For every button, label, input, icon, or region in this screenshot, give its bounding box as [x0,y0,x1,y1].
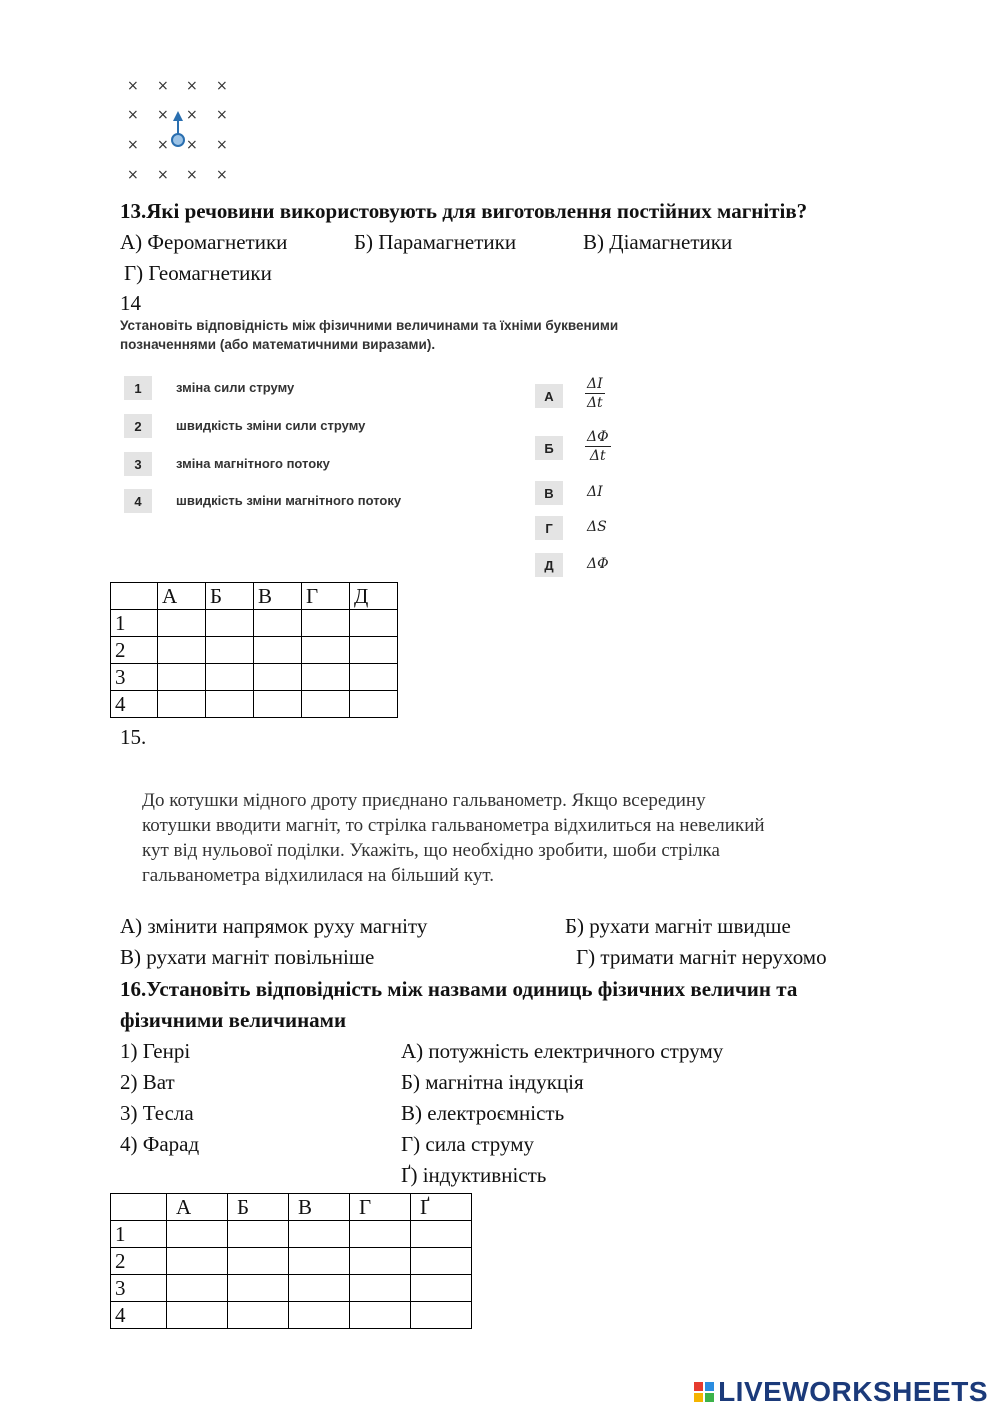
q14-instruction-line1: Установіть відповідність між фізичними величинами та їхніми буквеними [120,318,619,333]
answer-cell[interactable] [350,1302,411,1329]
q14-answer-letter: В [535,481,563,505]
cross-mark: × [157,137,169,153]
answer-cell[interactable] [254,691,302,718]
table-header-cell [111,1194,167,1221]
table-header-cell: Г [350,1194,411,1221]
logo-block [705,1393,714,1402]
answer-cell[interactable] [350,691,398,718]
q16-question-line2: фізичними величинами [120,1008,347,1032]
table-header-row [111,583,398,610]
table-header-cell: В [254,583,302,610]
answer-cell[interactable] [350,664,398,691]
q15-text-line: До котушки мідного дроту приєднано гальванометр. Якщо всередину [142,790,706,811]
answer-cell[interactable] [302,637,350,664]
answer-cell[interactable] [302,664,350,691]
q14-answer-letter: Б [535,436,563,460]
q14-answer-formula: ΔS [587,519,607,535]
q16-left-item: 3) Тесла [120,1101,194,1125]
table-header-cell: А [158,583,206,610]
cross-mark: × [127,107,139,123]
answer-cell[interactable] [411,1221,472,1248]
row-label: 3 [111,664,158,691]
q16-left-item: 2) Ват [120,1070,175,1094]
q16-right-item: А) потужність електричного струму [401,1039,724,1063]
table-header-cell: Г [302,583,350,610]
q15-number: 15. [120,725,147,749]
q14-answer-formula: $\frac{\Delta I}{\Delta t}$ [586,376,603,411]
row-label: 2 [111,1248,167,1275]
q14-item-number: 2 [124,414,152,438]
answer-cell[interactable] [206,691,254,718]
answer-cell[interactable] [289,1275,350,1302]
table-row [111,1221,472,1248]
table-row [111,1302,472,1329]
row-label: 1 [111,610,158,637]
q16-left-item: 4) Фарад [120,1132,200,1156]
answer-cell[interactable] [411,1275,472,1302]
answer-cell[interactable] [206,637,254,664]
q15-text [142,788,802,888]
q14-answer-letter: Д [535,553,563,577]
cross-mark: × [216,167,228,183]
q16-right-item: Б) магнітна індукція [401,1070,584,1094]
answer-cell[interactable] [206,664,254,691]
q14-answer-formula: ΔI [587,484,603,500]
q14-number: 14 [120,291,141,315]
q13-option-a[interactable]: А) Феромагнетики [120,230,288,254]
answer-cell[interactable] [350,1275,411,1302]
cross-mark: × [186,78,198,94]
q16-right-item: В) електроємність [401,1101,565,1125]
table-row [111,1275,472,1302]
answer-cell[interactable] [411,1302,472,1329]
magnetic-field-figure [120,78,240,190]
cross-mark: × [216,137,228,153]
q14-item-number: 3 [124,452,152,476]
answer-cell[interactable] [289,1221,350,1248]
table-header-cell: Ґ [411,1194,472,1221]
q14-answer-formula: $\frac{\Delta\Phi}{\Delta t}$ [587,429,609,464]
q14-answer-letter: Г [535,516,563,540]
answer-cell[interactable] [254,610,302,637]
q13-option-b[interactable]: Б) Парамагнетики [354,230,517,254]
cross-mark: × [216,78,228,94]
table-row [111,610,398,637]
answer-cell[interactable] [206,610,254,637]
q14-answer-formula: ΔΦ [587,556,609,572]
cross-mark: × [216,107,228,123]
logo-block [705,1382,714,1391]
q14-instruction-line2: позначеннями (або математичними виразами). [120,337,436,352]
table-header-cell [111,583,158,610]
q15-option-d[interactable]: Г) тримати магніт нерухомо [576,945,827,969]
q15-option-c[interactable]: В) рухати магніт повільніше [120,945,375,969]
answer-cell[interactable] [158,664,206,691]
q13-question: 13.Які речовини використовують для виготовлення постійних магнітів? [120,199,808,223]
answer-cell[interactable] [167,1221,228,1248]
answer-cell[interactable] [350,1248,411,1275]
table-header-row [111,1194,472,1221]
q13-option-d[interactable]: Г) Геомагнетики [124,261,272,285]
q16-right-item: Ґ) індуктивність [401,1163,547,1187]
answer-cell[interactable] [302,610,350,637]
answer-cell[interactable] [158,637,206,664]
row-label: 3 [111,1275,167,1302]
table-header-cell: Д [350,583,398,610]
table-header-cell: В [289,1194,350,1221]
q15-option-b[interactable]: Б) рухати магніт швидше [565,914,791,938]
q15-option-a[interactable]: А) змінити напрямок руху магніту [120,914,428,938]
answer-cell[interactable] [289,1248,350,1275]
answer-cell[interactable] [350,637,398,664]
answer-cell[interactable] [228,1302,289,1329]
logo-text: LIVEWORKSHEETS [718,1376,988,1407]
answer-cell[interactable] [289,1302,350,1329]
cross-mark: × [127,137,139,153]
answer-cell[interactable] [302,691,350,718]
cross-mark: × [186,107,198,123]
table-row [111,691,398,718]
q16-left-item: 1) Генрі [120,1039,191,1063]
q16-answer-table [110,1193,472,1329]
q14-item-text: зміна сили струму [176,380,295,395]
cross-mark: × [127,78,139,94]
answer-cell[interactable] [228,1248,289,1275]
cross-mark: × [157,107,169,123]
answer-cell[interactable] [167,1275,228,1302]
row-label: 1 [111,1221,167,1248]
table-row [111,637,398,664]
logo-blocks-icon [694,1382,714,1402]
answer-cell[interactable] [158,691,206,718]
answer-cell[interactable] [158,610,206,637]
logo-block [694,1382,703,1391]
answer-cell[interactable] [228,1221,289,1248]
logo-block [694,1393,703,1402]
q14-item-number: 1 [124,376,152,400]
cross-mark: × [157,167,169,183]
q14-answer-letter: А [535,384,563,408]
q14-item-text: швидкість зміни магнітного потоку [176,493,402,508]
answer-cell[interactable] [350,610,398,637]
cross-mark: × [186,167,198,183]
answer-cell[interactable] [411,1248,472,1275]
answer-cell[interactable] [167,1248,228,1275]
table-header-cell: Б [228,1194,289,1221]
answer-cell[interactable] [350,1221,411,1248]
table-row [111,664,398,691]
table-header-cell: Б [206,583,254,610]
particle-velocity-icon [120,78,240,190]
table-row [111,1248,472,1275]
cross-mark: × [157,78,169,94]
q15-text-line: котушки вводити магніт, то стрілка гальванометра відхилиться на невеликий [142,815,765,836]
row-label: 2 [111,637,158,664]
table-header-cell: А [167,1194,228,1221]
row-label: 4 [111,1302,167,1329]
q13-option-c[interactable]: В) Діамагнетики [583,230,733,254]
q14-answer-table [110,582,398,718]
row-label: 4 [111,691,158,718]
answer-cell[interactable] [254,664,302,691]
answer-cell[interactable] [228,1275,289,1302]
q14-item-text: зміна магнітного потоку [176,456,330,471]
liveworksheets-logo[interactable] [694,1376,988,1408]
answer-cell[interactable] [167,1302,228,1329]
q14-item-number: 4 [124,489,152,513]
answer-cell[interactable] [254,637,302,664]
cross-mark: × [186,137,198,153]
cross-mark: × [127,167,139,183]
q15-text-line: гальванометра відхилилася на більший кут. [142,865,494,886]
q16-right-item: Г) сила струму [401,1132,534,1156]
q16-question-line1: 16.Установіть відповідність між назвами одиниць фізичних величин та [120,977,798,1001]
q15-text-line: кут від нульової поділки. Укажіть, що необхідно зробити, шоби стрілка [142,840,720,861]
q14-item-text: швидкість зміни сили струму [176,418,366,433]
